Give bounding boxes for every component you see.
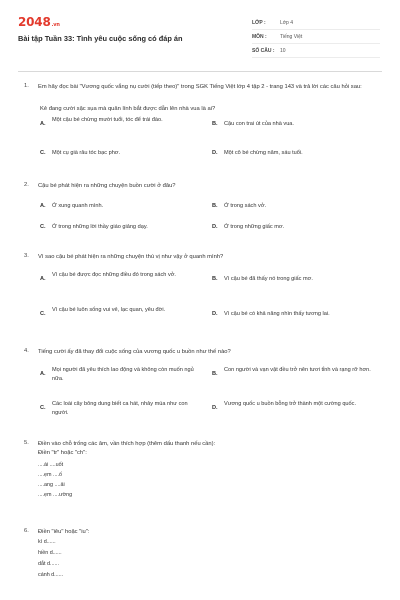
- question-number: 5.: [24, 440, 29, 446]
- option-text: Một cậu bé chừng mười tuổi, tóc để trái đào.: [52, 117, 163, 123]
- option-letter: B.: [212, 371, 218, 377]
- site-logo[interactable]: [18, 15, 60, 29]
- option-text: Cậu con trai út của nhà vua.: [224, 121, 294, 127]
- fill-line[interactable]: hiền d......: [38, 550, 62, 556]
- question-number: 2.: [24, 182, 29, 188]
- question-number: 1.: [24, 83, 29, 89]
- question-text: Cậu bé phát hiện ra những chuyện buồn cười ở đâu?: [38, 183, 176, 189]
- option-letter: D.: [212, 311, 218, 317]
- option-letter: A.: [40, 203, 46, 209]
- meta-row-subject: [252, 30, 380, 44]
- option-text: Ở trong những lời thầy giáo giảng dạy.: [52, 224, 148, 230]
- question-number: 4.: [24, 348, 29, 354]
- question-subtext: Kẻ đang cười sặc sụa mà quân lính bắt được dẫn lên nhà vua là ai?: [40, 106, 216, 112]
- option-letter: C.: [40, 150, 46, 156]
- option-letter: B.: [212, 121, 218, 127]
- option-letter: A.: [40, 121, 46, 127]
- meta-key: LỚP :: [252, 19, 266, 26]
- option-letter: C.: [40, 311, 46, 317]
- meta-value: Lớp 4: [280, 19, 294, 26]
- option-letter: C.: [40, 224, 46, 230]
- option-letter: C.: [40, 405, 46, 411]
- header-divider: [18, 71, 382, 72]
- meta-value: 10: [280, 47, 286, 54]
- option-text: Vương quốc u buồn bỗng trở thành một cường quốc.: [224, 401, 357, 407]
- question-text: Vì sao cậu bé phát hiện ra những chuyện thú vị như vậy ở quanh mình?: [38, 254, 224, 260]
- option-letter: D.: [212, 150, 218, 156]
- option-text: Vì cậu bé được đọc những điều đó trong sách vở.: [52, 272, 176, 278]
- option-text: Các loài cây bông dung biết ca hát, nhảy múa như con người.: [52, 401, 188, 416]
- page-title: Bài tập Tuần 33: Tình yêu cuộc sống có đáp án: [18, 34, 183, 43]
- question-text: Em hãy đọc bài "Vương quốc vắng nụ cười (tiếp theo)" trong SGK Tiếng Việt lớp 4 tập 2 - trang 143 và trả lời các câu hỏi sau:: [38, 84, 362, 90]
- option-text: Ở xung quanh mình.: [52, 203, 104, 209]
- logo-text: 2048: [18, 15, 51, 29]
- fill-line[interactable]: ....ẹm ....ố: [38, 472, 62, 478]
- logo-suffix: .vn: [51, 22, 60, 28]
- meta-key: MÔN :: [252, 33, 267, 40]
- meta-row-class: [252, 16, 380, 30]
- option-text: Mọi người đã yêu thích lao động và không còn muốn ngủ nữa.: [52, 367, 194, 382]
- meta-row-count: [252, 44, 380, 58]
- option-text: Vì cậu bé có khả năng nhìn thấy tương lai.: [224, 311, 330, 317]
- option-text: Ở trong những giấc mơ.: [224, 224, 285, 230]
- option-text: Một cụ già râu tóc bạc phơ.: [52, 150, 121, 156]
- option-letter: A.: [40, 276, 46, 282]
- option-text: Con người và vạn vật đều trở nên tươi tỉnh và rạng rỡ hơn.: [224, 367, 371, 373]
- question-subtext: Điền "tr" hoặc "ch":: [38, 450, 87, 456]
- option-text: Vì cậu bé đã thấy nó trong giấc mơ.: [224, 276, 313, 282]
- meta-table: [252, 16, 380, 58]
- question-number: 6.: [24, 528, 29, 534]
- fill-line[interactable]: ....ang ....ải: [38, 482, 65, 488]
- fill-line[interactable]: ....ái ....uốt: [38, 462, 64, 468]
- question-text: Điền "iêu" hoặc "iu":: [38, 529, 90, 535]
- question-text: Tiếng cười ấy đã thay đổi cuộc sống của vương quốc u buồn như thế nào?: [38, 349, 231, 355]
- meta-value: Tiếng Việt: [280, 33, 303, 40]
- fill-line[interactable]: ....ẹm ....ường: [38, 492, 73, 498]
- option-letter: B.: [212, 203, 218, 209]
- fill-line[interactable]: cánh d......: [38, 572, 64, 578]
- option-text: Ở trong sách vở.: [224, 203, 267, 209]
- fill-line[interactable]: dắt d......: [38, 561, 59, 567]
- question-number: 3.: [24, 253, 29, 259]
- fill-line[interactable]: kì d......: [38, 539, 56, 545]
- option-letter: B.: [212, 276, 218, 282]
- option-letter: A.: [40, 371, 46, 377]
- option-letter: D.: [212, 405, 218, 411]
- meta-key: SỐ CÂU :: [252, 47, 275, 54]
- option-letter: D.: [212, 224, 218, 230]
- option-text: Vì cậu bé luôn sống vui vẻ, lạc quan, yêu đời.: [52, 307, 166, 313]
- option-text: Một cô bé chừng năm, sáu tuổi.: [224, 150, 303, 156]
- question-text: Điền vào chỗ trống các âm, vần thích hợp (thêm dấu thanh nếu cần):: [38, 441, 216, 447]
